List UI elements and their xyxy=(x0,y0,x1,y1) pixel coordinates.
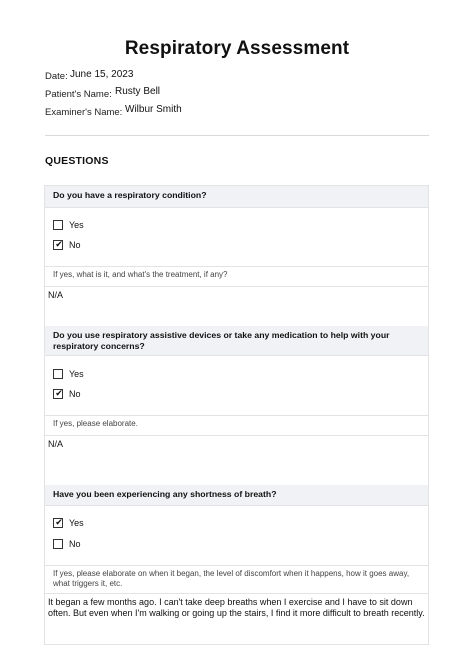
examiner-name-value: Wilbur Smith xyxy=(125,104,182,115)
patient-name-value: Rusty Bell xyxy=(115,86,161,97)
date-value: June 15, 2023 xyxy=(70,69,134,80)
q1-option-yes[interactable] xyxy=(53,220,84,230)
q2-option-yes[interactable] xyxy=(53,369,84,379)
questions-form xyxy=(44,185,429,645)
q3-option-no-label: No xyxy=(69,539,81,549)
q2-followup: If yes, please elaborate. xyxy=(45,415,428,435)
date-label: Date: xyxy=(45,71,68,82)
q3-option-yes[interactable] xyxy=(53,518,84,528)
header-divider xyxy=(45,135,429,136)
checkbox-checked-icon[interactable] xyxy=(53,240,63,250)
q2-option-yes-label: Yes xyxy=(69,369,84,379)
q3-option-no[interactable] xyxy=(53,539,81,549)
q2-option-no[interactable] xyxy=(53,389,81,399)
checkbox-checked-icon[interactable] xyxy=(53,518,63,528)
q2-option-no-label: No xyxy=(69,389,81,399)
q3-option-yes-label: Yes xyxy=(69,518,84,528)
q3-answer[interactable]: It began a few months ago. I can't take deep breaths when I exercise and I have to sit down often. But even when I'm walking or going up the stairs, I find it more difficult to breath recently. xyxy=(45,593,428,645)
q1-followup: If yes, what is it, and what's the treatment, if any? xyxy=(45,266,428,286)
checkbox-unchecked-icon[interactable] xyxy=(53,369,63,379)
checkbox-unchecked-icon[interactable] xyxy=(53,220,63,230)
q2-answer[interactable]: N/A xyxy=(45,435,428,485)
checkbox-unchecked-icon[interactable] xyxy=(53,539,63,549)
q1-option-no[interactable] xyxy=(53,240,81,250)
q1-option-yes-label: Yes xyxy=(69,220,84,230)
examiner-name-label: Examiner's Name: xyxy=(45,107,123,118)
page-title: Respiratory Assessment xyxy=(124,38,350,59)
patient-name-label: Patient's Name: xyxy=(45,89,112,100)
q3-followup: If yes, please elaborate on when it began, the level of discomfort when it happens, how it goes away, what triggers it, etc. xyxy=(45,565,428,593)
question-1: Do you have a respiratory condition? xyxy=(45,186,428,208)
checkbox-checked-icon[interactable] xyxy=(53,389,63,399)
question-2: Do you use respiratory assistive devices or take any medication to help with your respiratory concerns? xyxy=(45,326,428,356)
q1-option-no-label: No xyxy=(69,240,81,250)
q1-answer[interactable]: N/A xyxy=(45,286,428,326)
question-3: Have you been experiencing any shortness of breath? xyxy=(45,485,428,506)
section-heading: QUESTIONS xyxy=(45,155,109,167)
